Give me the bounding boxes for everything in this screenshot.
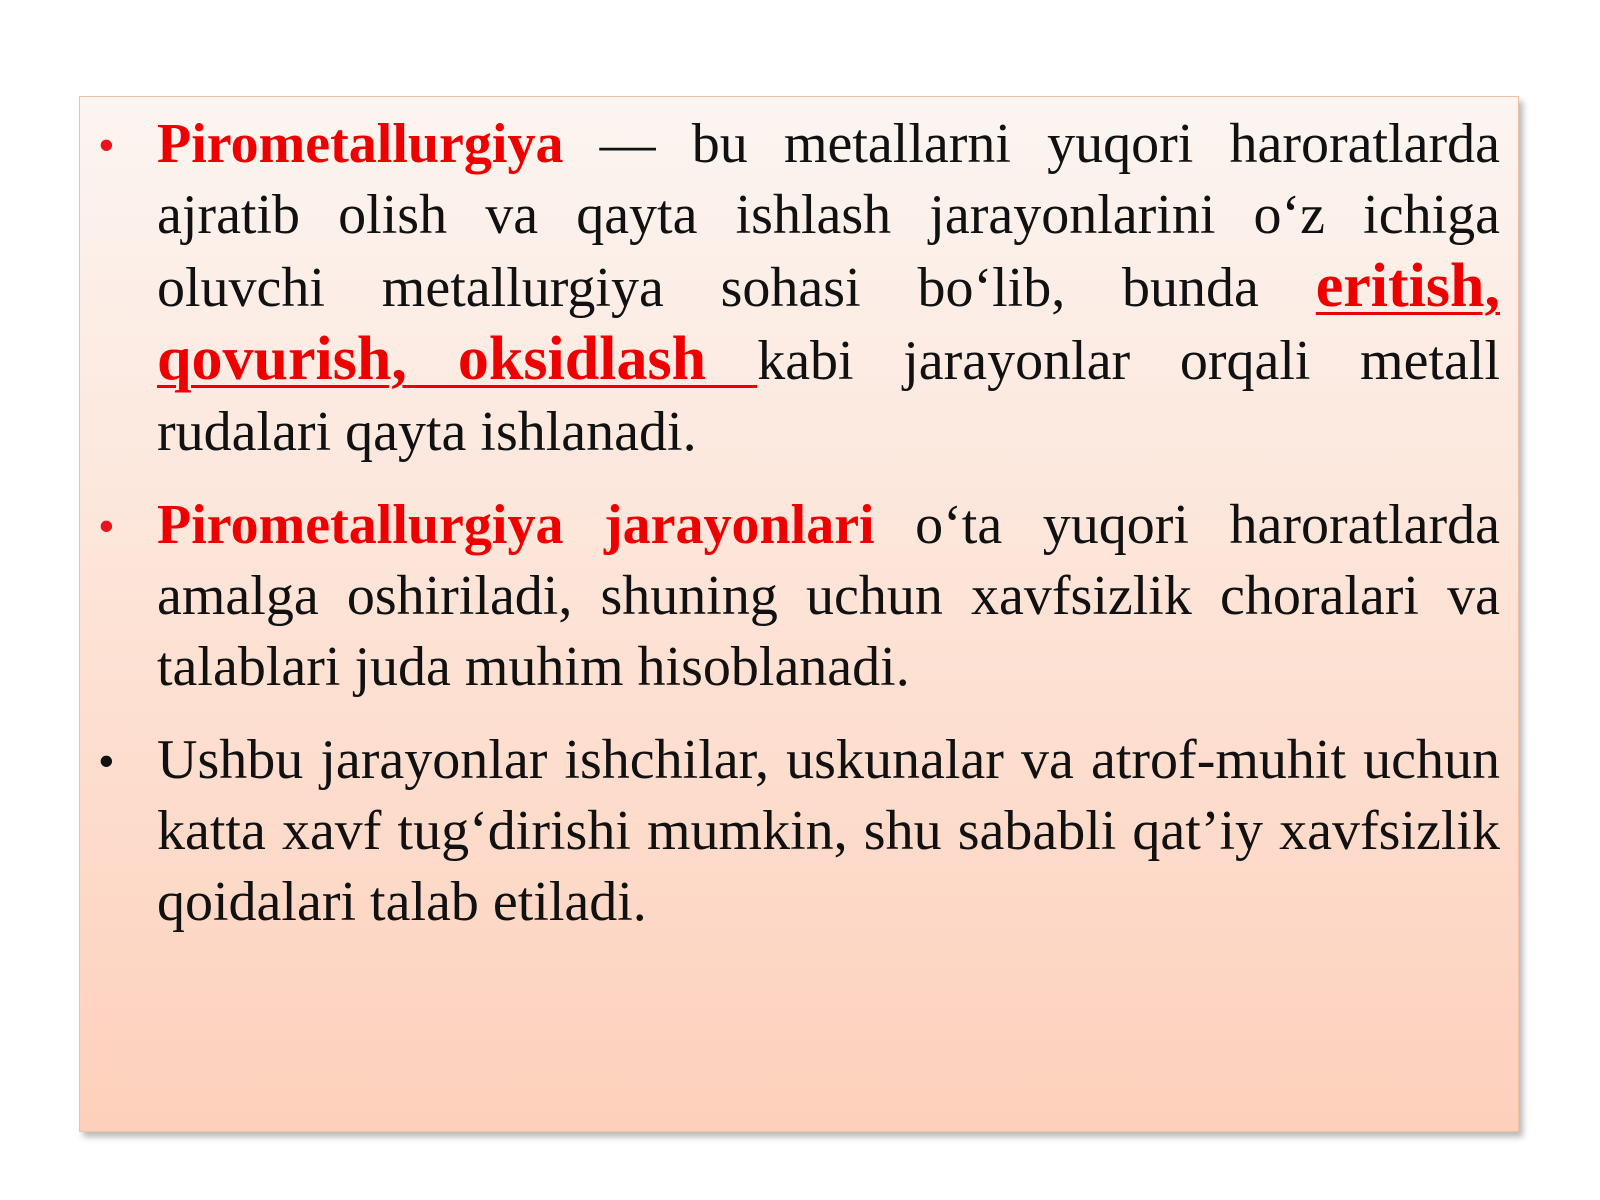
definition-text-end: kabi jarayonlar orqali metall rudalari qayta ishlanadi. <box>157 330 1501 463</box>
bullet-dot-icon: • <box>99 121 114 168</box>
process-list-highlight: eritish, qovurish, oksidlash <box>157 252 1500 393</box>
term-pirometallurgiya-jarayonlari: Pirometallurgiya jarayonlari <box>157 494 875 556</box>
bullet-dot-icon: • <box>99 737 114 784</box>
bullet-item-definition <box>99 109 1501 468</box>
bullet-item-safety <box>99 725 1500 938</box>
high-temperature-text: o‘ta yuqori haroratlarda amalga oshiriladi, shuning uchun xavfsizlik choralari va talablari juda muhim hisoblanadi. <box>157 494 1500 698</box>
definition-text: — bu metallarni yuqori haroratlarda ajratib olish va qayta ishlash jarayonlarini o‘z ichiga oluvchi metallurgiya sohasi bo‘lib, bunda <box>157 113 1500 319</box>
content-text-box <box>79 96 1519 1132</box>
bullet-item-high-temperature <box>99 490 1500 703</box>
bullet-dot-icon: • <box>99 502 114 549</box>
safety-text: Ushbu jarayonlar ishchilar, uskunalar va atrof-muhit uchun katta xavf tug‘dirishi mumkin, shu sababli qat’iy xavfsizlik qoidalari talab etiladi. <box>157 729 1500 933</box>
term-pirometallurgiya: Pirometallurgiya <box>157 113 564 175</box>
bullet-list <box>80 109 1518 938</box>
